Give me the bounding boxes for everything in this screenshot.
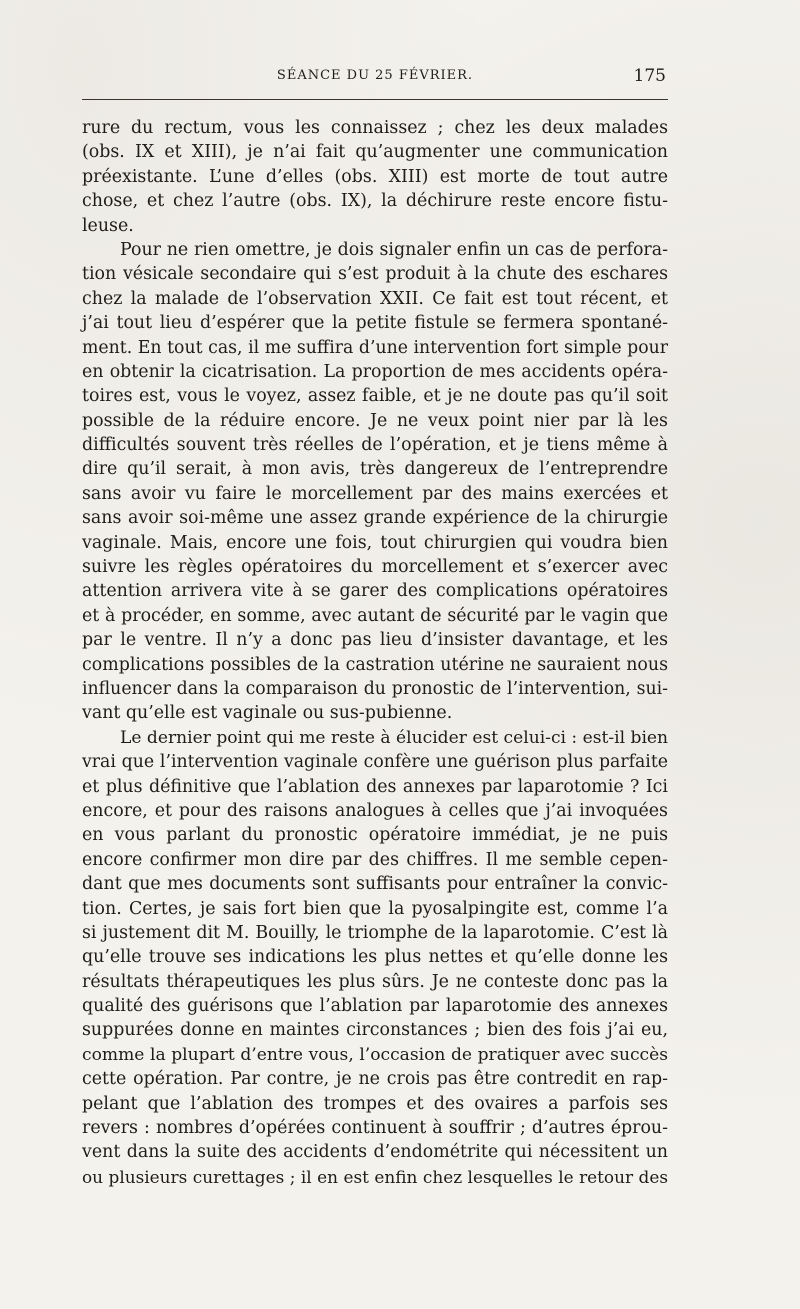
text-line: leuse. <box>82 215 134 236</box>
text-line: sans avoir vu faire le morcellement par des mains exercées et <box>82 483 668 504</box>
text-line: Le dernier point qui me reste à élucider est celui-ci : est-il bien <box>120 727 669 748</box>
text-line: tion. Certes, je sais fort bien que la pyosalpingite est, comme l’a <box>82 898 668 919</box>
page-number: 175 <box>633 66 666 86</box>
text-line: comme la plupart d’entre vous, l’occasion de pratiquer avec succès <box>82 1044 668 1065</box>
text-line: ment. En tout cas, il me suffira d’une intervention fort simple pour <box>82 337 668 358</box>
text-line: sans avoir soi-même une assez grande expérience de la chirurgie <box>82 508 668 529</box>
text-line: influencer dans la comparaison du pronostic de l’intervention, sui- <box>82 678 668 699</box>
text-line: vrai que l’intervention vaginale confère une guérison plus parfaite <box>82 752 668 773</box>
text-line: pelant que l’ablation des trompes et des ovaires a parfois ses <box>82 1093 668 1114</box>
text-line: qu’elle trouve ses indications les plus nettes et qu’elle donne les <box>82 947 668 968</box>
text-line: j’ai tout lieu d’espérer que la petite fistule se fermera spontané- <box>82 313 668 334</box>
text-line: en obtenir la cicatrisation. La proportion de mes accidents opéra- <box>82 361 668 382</box>
text-line: vant qu’elle est vaginale ou sus-pubienne. <box>82 703 453 724</box>
text-line: attention arrivera vite à se garer des complications opératoires <box>82 581 668 602</box>
header-rule <box>82 99 668 100</box>
text-line: difficultés souvent très réelles de l’opération, et je tiens même à <box>82 435 668 456</box>
text-line: complications possibles de la castration utérine ne sauraient nous <box>82 654 668 675</box>
text-line: en vous parlant du pronostic opératoire immédiat, je ne puis <box>82 825 668 846</box>
text-line: et plus définitive que l’ablation des annexes par laparotomie ? Ici <box>82 776 668 797</box>
text-line: tion vésicale secondaire qui s’est produit à la chute des eschares <box>82 264 668 285</box>
text-line: chez la malade de l’observation XXII. Ce fait est tout récent, et <box>82 288 668 309</box>
text-line: cette opération. Par contre, je ne crois pas être contredit en rap- <box>82 1069 668 1090</box>
text-line: rure du rectum, vous les connaissez ; chez les deux malades <box>82 118 668 138</box>
text-line: vent dans la suite des accidents d’endométrite qui nécessitent un <box>82 1142 668 1163</box>
text-line: revers : nombres d’opérées continuent à souffrir ; d’autres éprou- <box>82 1118 668 1139</box>
text-line: si justement dit M. Bouilly, le triomphe de la laparotomie. C’est là <box>82 922 668 943</box>
text-line: préexistante. L’une d’elles (obs. XIII) est morte de tout autre <box>82 166 668 187</box>
text-line: vaginale. Mais, encore une fois, tout chirurgien qui voudra bien <box>82 532 668 553</box>
text-line: dant que mes documents sont suffisants pour entraîner la convic- <box>82 874 668 895</box>
text-line: encore confirmer mon dire par des chiffres. Il me semble cepen- <box>82 849 668 870</box>
text-line: encore, et pour des raisons analogues à celles que j’ai invoquées <box>82 800 668 821</box>
running-head <box>82 66 668 86</box>
text-line: dire qu’il serait, à mon avis, très dangereux de l’entreprendre <box>82 459 668 480</box>
text-line: qualité des guérisons que l’ablation par laparotomie des annexes <box>82 996 668 1017</box>
text-line: suppurées donne en maintes circonstances ; bien des fois j’ai eu, <box>82 1020 668 1041</box>
text-line: possible de la réduire encore. Je ne veux point nier par là les <box>82 410 668 431</box>
body-text <box>82 116 668 1189</box>
text-line: résultats thérapeutiques les plus sûrs. Je ne conteste donc pas la <box>82 971 668 992</box>
text-line: chose, et chez l’autre (obs. IX), la déchirure reste encore fistu- <box>82 191 668 212</box>
text-line: toires est, vous le voyez, assez faible, et je ne doute pas qu’il soit <box>82 386 668 407</box>
text-line: (obs. IX et XIII), je n’ai fait qu’augmenter une communication <box>82 142 668 163</box>
text-line: par le ventre. Il n’y a donc pas lieu d’insister davantage, et les <box>82 630 668 651</box>
text-line: Pour ne rien omettre, je dois signaler enfin un cas de perfora- <box>120 239 668 260</box>
text-line: suivre les règles opératoires du morcellement et s’exercer avec <box>82 557 668 578</box>
text-line: et à procéder, en somme, avec autant de sécurité par le vagin que <box>82 605 668 626</box>
running-title: SÉANCE DU 25 FÉVRIER. <box>276 68 474 83</box>
text-line: ou plusieurs curettages ; il en est enfin chez lesquelles le retour des <box>82 1166 668 1187</box>
